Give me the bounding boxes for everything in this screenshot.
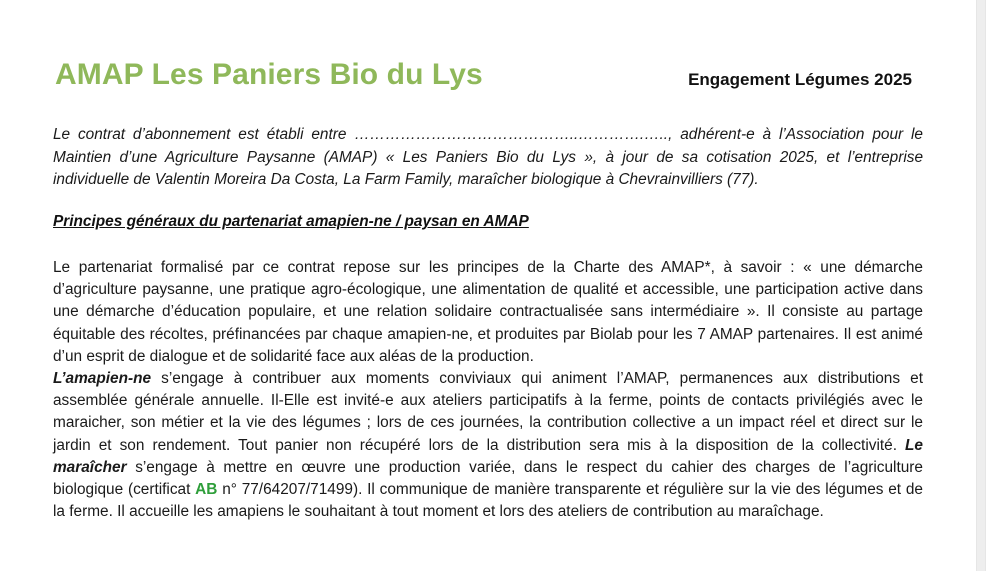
section-heading: Principes généraux du partenariat amapien-ne / paysan en AMAP [53,213,529,230]
maraicher-label: Le maraîcher [53,436,923,476]
scrollbar-thumb[interactable] [977,0,985,571]
amapien-text: s’engage à contribuer aux moments conviviaux qui animent l’AMAP, permanences aux distributions et assemblée générale annuelle. Il-Elle est invité-e aux ateliers participatifs à la ferme, points de contacts privilégiés avec le maraicher, son métier et la vie des légumes ; lors de ces journées, la contribution collective a un impact réel et direct sur le jardin et son rendement. Tout panier non récupéré lors de la distribution sera mis à la disposition de la collectivité. [53,370,923,454]
amapien-label: L’amapien-ne [53,370,152,388]
commitments-paragraph [53,368,923,523]
maraicher-text-before: s’engage à mettre en œuvre une production variée, dans le respect du cahier des charges de l’agriculture biologique (certificat [53,458,923,499]
maraicher-text-after: n° 77/64207/71499). Il communique de manière transparente et régulière sur la vie des légumes et de la ferme. Il accueille les amapiens le souhaitant à tout moment et lors des ateliers de contribution au maraîchage. [53,481,923,521]
page-title: AMAP Les Paniers Bio du Lys [55,58,483,91]
vertical-scrollbar[interactable] [976,0,986,571]
section-body [53,257,923,523]
charter-paragraph: Le partenariat formalisé par ce contrat repose sur les principes de la Charte des AMAP*, à savoir : « une démarche d’agriculture paysanne, une pratique agro-écologique, une alimentation de qualité et accessible, une participation active dans une démarche d’éducation populaire, et une relation solidaire contractualisée sans intermédiaire ». Il consiste au partage équitable des récoltes, préfinancées par chaque amapien-ne, et produites par Biolab pour les 7 AMAP partenaires. Il est animé d’un esprit de dialogue et de solidarité face aux aléas de la production. [53,259,923,365]
ab-logo: AB [195,481,218,499]
engagement-label: Engagement Légumes 2025 [688,70,912,89]
intro-paragraph: Le contrat d’abonnement est établi entre ……………………………………..………….….., adhérent-e à l’Association pour le Maintien d’une Agriculture Paysanne (AMAP) « Les Paniers Bio du Lys », à jour de sa cotisation 2025, et l’entreprise individuelle de Valentin Moreira Da Costa, La Farm Family, maraîcher biologique à Chevrainvilliers (77). [53,126,923,188]
